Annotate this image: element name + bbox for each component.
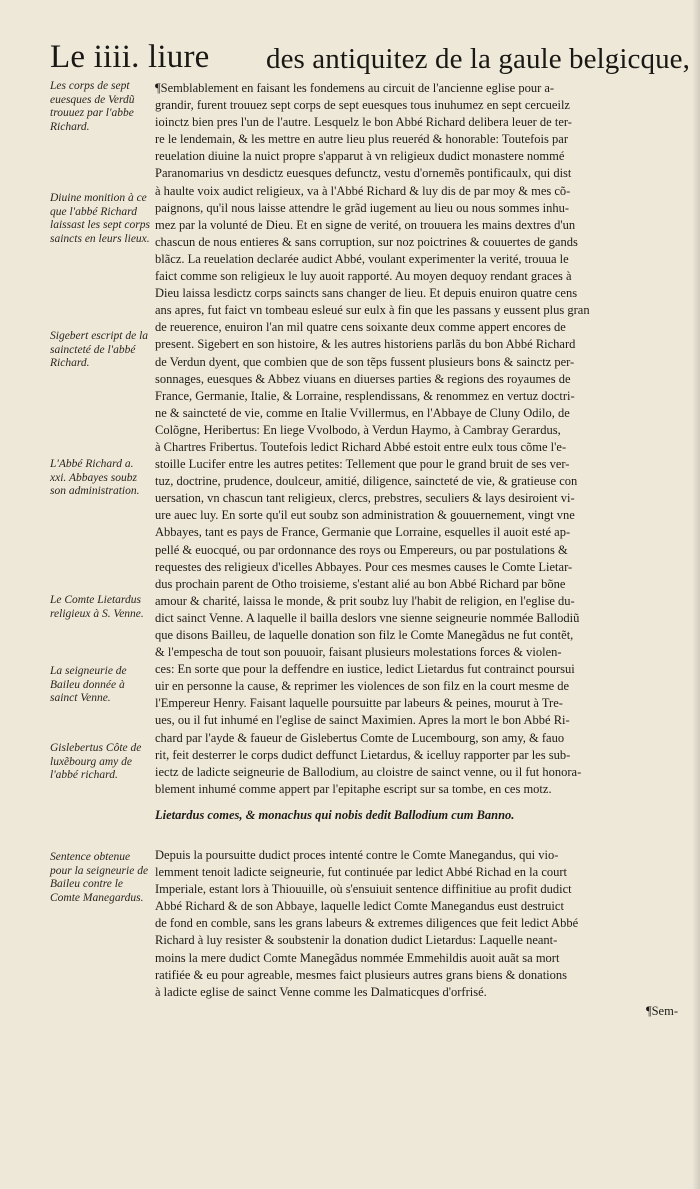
text-line: rit, feit desterrer le corps dudict deffunct Lietardus, & icelluy rapporter par les sub-: [155, 747, 571, 762]
text-line: Colõgne, Heribertus: En liege Vvolbodo, à Verdun Haymo, à Cambray Gerardus,: [155, 422, 561, 437]
margin-note: La seigneurie de Baileu donnée à sainct Venne.: [50, 665, 127, 704]
text-line: blãcz. La reuelation declarée audict Abbé, voulant experimenter la verité, trouua le: [155, 251, 569, 266]
second-paragraph: [155, 847, 681, 1001]
text-line: dict sainct Venne. A laquelle il bailla deslors vne sienne seigneurie nommée Ballodiũ: [155, 610, 580, 625]
text-line: sonnages, euesques & Abbez viuans en diuerses parties & regions des royaumes de: [155, 371, 571, 386]
text-line: dus prochain parent de Otho troisieme, s'estant alié au bon Abbé Richard par bõne: [155, 576, 566, 591]
text-line: l'Empereur Henry. Faisant laquelle poursuitte par labeurs & peines, mourut à Tre-: [155, 696, 563, 711]
margin-note: Diuine monition à ce que l'abbé Richard laissast les sept corps saincts en leurs lieux.: [50, 192, 150, 245]
text-line: lemment tenoit ladicte seigneurie, fut continuée par ledict Abbé Richad en la court: [155, 865, 568, 880]
text-line: & l'empescha de tout son pouuoir, faisant plusieurs molestations forces & violen-: [155, 645, 562, 660]
header-title: des antiquitez de la gaule belgicque,: [265, 43, 690, 75]
text-line: Depuis la poursuitte dudict proces intenté contre le Comte Manegandus, qui vio-: [155, 848, 559, 862]
text-line: Dieu laissa lesdictz corps saincts sans changer de lieu. Et depuis enuiron quatre cens: [155, 286, 578, 301]
text-line: moins la mere dudict Comte Manegãdus nommée Emmehildis auoit auãt sa mort: [155, 950, 560, 965]
text-line: Paranomarius vn desdictz euesques defunctz, vestu d'ornemẽs pontificaulx, qui dist: [155, 166, 572, 181]
margin-note: Gislebertus Côte de luxẽbourg amy de l'abbé richard.: [50, 742, 142, 781]
text-line: ces: En sorte que pour la deffendre en iustice, ledict Lietardus fut contrainct poursui: [155, 662, 575, 677]
text-line: stoille Lucifer entre les autres petites: Tellement que pour le grand bruit de ses ver-: [155, 457, 570, 472]
margin-note: Sentence obtenue pour la seigneurie de Baileu contre le Comte Manegardus.: [50, 851, 149, 904]
margin-note: Le Comte Lietardus religieux à S. Venne.: [50, 594, 144, 620]
margin-note: Les corps de sept euesques de Verdũ trouuez par l'abbe Richard.: [50, 80, 135, 133]
text-line: paignons, qu'il nous laisse attendre le grãd iugement au lieu ou nous sommes inhu-: [155, 200, 569, 215]
text-line: chascun de nous entieres & sans corruption, sur noz poictrines & couuertes de gands: [155, 234, 578, 249]
text-line: tuz, doctrine, prudence, doulceur, amitié, diligence, saincteté de vie, & gratieuse con: [155, 474, 578, 489]
margin-note: L'Abbé Richard a. xxi. Abbayes soubz son administration.: [50, 458, 140, 497]
text-line: requestes des religieux d'icelles Abbayes. Pour ces mesmes causes le Comte Lietar-: [155, 559, 573, 574]
text-line: de Verdun dyent, que combien que de son tẽps fussent plusieurs bons & sainctz per-: [155, 354, 575, 369]
text-line: de reuerence, enuiron l'an mil quatre cens soixante deux comme appert encores de: [155, 320, 566, 335]
text-line: ne & saincteté de vie, comme en Italie Vvillermus, en l'Abbaye de Cluny Odilo, de: [155, 405, 570, 420]
text-line: ues, ou il fut inhumé en l'eglise de sainct Maximien. Apres la mort le bon Abbé Ri-: [155, 713, 570, 728]
text-line: uir en personne la cause, & reprimer les violences de son filz en la court mesme de: [155, 679, 570, 694]
text-line: grandir, furent trouuez sept corps de sept euesques tous inuhumez en sept cercueilz: [155, 98, 570, 113]
text-line: à ladicte eglise de sainct Venne comme les Dalmaticques d'orfrisé.: [155, 984, 487, 999]
epitaph-text: Lietardus comes, & monachus qui nobis dedit Ballodium cum Banno.: [155, 808, 515, 822]
text-line: ans apres, fut faict vn tombeau esleué sur eulx à fin que les passans y eussent plus gran: [155, 303, 590, 318]
text-line: France, Germanie, Italie, & Lorraine, resplendissans, & renommez en vertuz doctri-: [155, 388, 575, 403]
text-line: ure auec luy. En sorte qu'il eut soubz son administration & gouuernement, vingt vne: [155, 508, 575, 523]
text-line: faict comme son religieux le luy auoit rapporté. Au moyen dequoy rendant graces à: [155, 269, 572, 284]
text-line: mez par la volunté de Dieu. Et en signe de verité, on trouuera les mains dextres d'un: [155, 217, 576, 232]
text-line: present. Sigebert en son histoire, & les autres historiens parlãs du bon Abbé Richard: [155, 337, 576, 352]
text-line: uersation, vn chascun tant religieux, clercs, prebstres, seculiers & lays desiroient vi-: [155, 491, 575, 506]
text-line: ioinctz bien pres l'un de l'autre. Lesquelz le bon Abbé Richard delibera leuer de ter-: [155, 115, 572, 130]
text-line: Richard à luy resister & soubstenir la donation dudict Lietardus: Laquelle neant-: [155, 933, 558, 948]
text-line: que disons Bailleu, de laquelle donation son filz le Comte Manegãdus ne fut contẽt,: [155, 628, 574, 642]
header-book-number: Le iiii. liure: [50, 39, 210, 75]
text-line: amour & charité, laissa le monde, & prit soubz luy l'habit de religion, en l'eglise du-: [155, 593, 575, 608]
text-line: ¶Semblablement en faisant les fondemens au circuit de l'ancienne eglise pour a-: [155, 81, 555, 95]
text-line: chard par l'ayde & faueur de Gislebertus Comte de Lucembourg, son amy, & fauo: [155, 730, 565, 745]
text-line: blement inhumé comme appert par l'epitaphe escript sur sa tombe, en ces motz.: [155, 781, 552, 796]
text-line: iectz de ladicte seigneurie de Ballodium, au cloistre de sainct venne, ou il fut honora-: [155, 764, 582, 779]
page-edge-shadow: [692, 0, 700, 1189]
text-line: de fond en comble, sans les grans labeurs & extremes diligences que feit ledict Abbé: [155, 916, 579, 931]
catchword: ¶Sem-: [645, 1004, 678, 1018]
main-paragraph: [155, 80, 681, 798]
text-line: à haulte voix audict religieux, va à l'Abbé Richard & luy dis de par moy & mes cõ-: [155, 183, 571, 198]
text-line: ratifiée & eu pour agreable, mesmes faict plusieurs autres grans biens & donations: [155, 967, 568, 982]
text-line: Abbayes, tant es pays de France, Germanie que Lorraine, esquelles il auoit esté ap-: [155, 525, 571, 540]
text-line: re le lendemain, & les mettre en autre lieu plus reueréd & honorable: Toutefois par: [155, 132, 568, 147]
text-line: Imperiale, estant lors à Thiouuille, où s'ensuiuit sentence diffinitiue au profit dudict: [155, 882, 572, 897]
text-line: Abbé Richard & de son Abbaye, laquelle ledict Comte Manegandus eust destruict: [155, 899, 564, 914]
margin-note: Sigebert escript de la saincteté de l'abbé Richard.: [50, 330, 149, 369]
running-header: [50, 22, 690, 76]
text-line: à Chartres Fribertus. Toutefois ledict Richard Abbé estoit entre eulx tous cõme l'e-: [155, 439, 567, 454]
text-line: reuelation diuine la nuict propre s'apparut à vn religieux dudict monastere nommé: [155, 149, 565, 164]
text-line: pellé & euocqué, ou par ordonnance des roys ou Empereurs, ou par postulations &: [155, 542, 568, 557]
